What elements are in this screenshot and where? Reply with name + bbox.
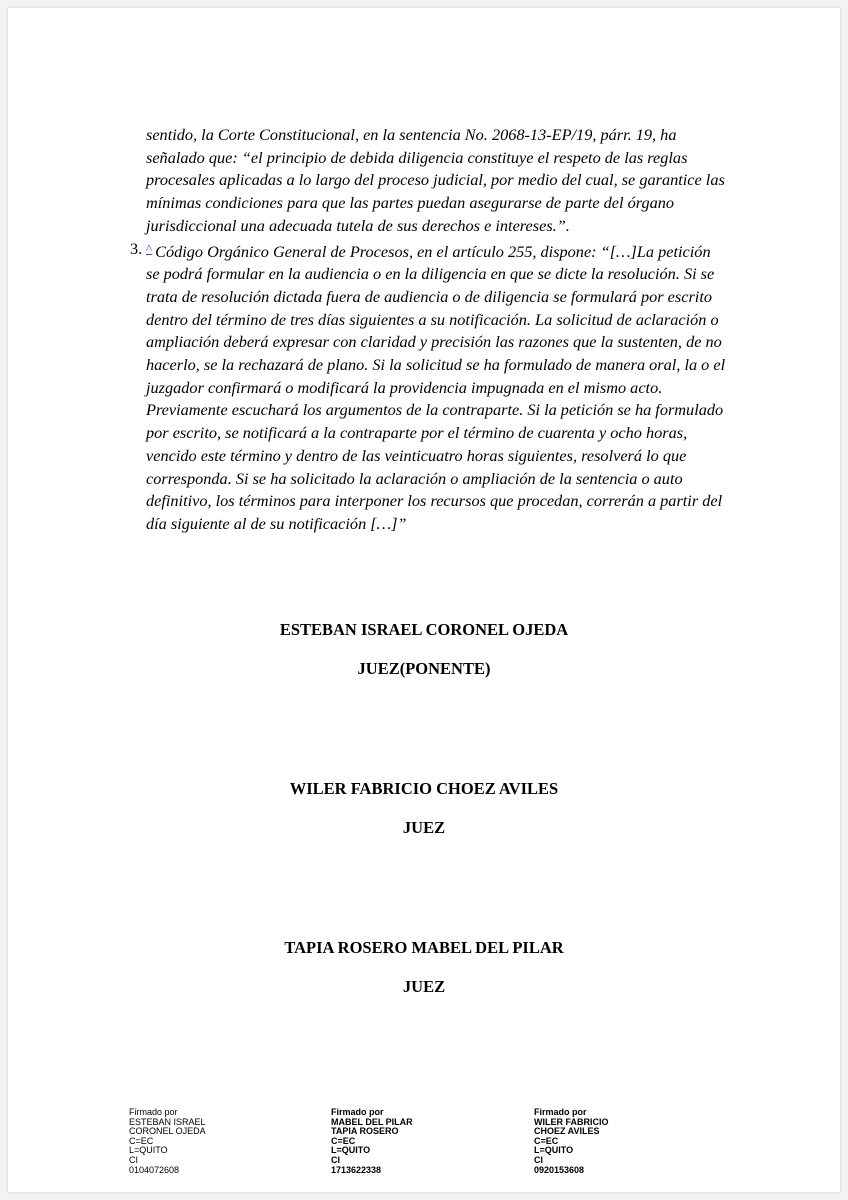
- stamp-country: C=EC: [534, 1135, 559, 1146]
- stamp-id: 0920153608: [534, 1164, 585, 1175]
- stamp-line2: CORONEL OJEDA: [129, 1126, 206, 1137]
- stamp-line2: TAPIA ROSERO: [331, 1126, 399, 1137]
- signer-name-1: ESTEBAN ISRAEL CORONEL OJEDA: [279, 620, 569, 639]
- stamp-locality: L=QUITO: [534, 1145, 574, 1156]
- digital-signature-stamp-1: [129, 1108, 259, 1175]
- stamp-locality: L=QUITO: [129, 1145, 168, 1156]
- stamp-country: C=EC: [129, 1135, 154, 1146]
- digital-signature-stamp-3: [534, 1108, 664, 1175]
- stamp-ci: CI: [129, 1154, 138, 1165]
- digital-signature-stamp-2: [331, 1108, 461, 1175]
- footnote-backlink[interactable]: ^: [146, 240, 153, 256]
- stamp-id: 1713622338: [331, 1164, 382, 1175]
- footnote-3: [130, 238, 726, 536]
- stamp-label: Firmado por: [534, 1107, 587, 1117]
- stamp-label: Firmado por: [331, 1107, 384, 1117]
- stamp-line1: WILER FABRICIO: [534, 1116, 609, 1127]
- signer-role-3: JUEZ: [402, 977, 446, 996]
- stamp-ci: CI: [534, 1154, 543, 1165]
- stamp-country: C=EC: [331, 1135, 356, 1146]
- stamp-line1: ESTEBAN ISRAEL: [129, 1116, 206, 1127]
- footnote-continuation: sentido, la Corte Constitucional, en la sentencia No. 2068-13-EP/19, párr. 19, ha señalado que: “el principio de debida diligencia constituye el respeto de las reglas procesales aplicadas a lo largo del proceso judicial, por medio del cual, se garantice las mínimas condiciones para que las partes puedan asegurarse de parte del órgano jurisdiccional una adecuada tutela de sus derechos e intereses.”.: [146, 125, 725, 235]
- stamp-locality: L=QUITO: [331, 1145, 371, 1156]
- signer-name-3: TAPIA ROSERO MABEL DEL PILAR: [284, 938, 564, 957]
- footnote-number: 3.: [130, 238, 143, 258]
- signer-name-2: WILER FABRICIO CHOEZ AVILES: [289, 779, 559, 798]
- signer-role-1: JUEZ(PONENTE): [357, 659, 491, 678]
- stamp-label: Firmado por: [129, 1107, 178, 1117]
- signer-role-2: JUEZ: [402, 818, 446, 837]
- footnote-text: Código Orgánico General de Procesos, en el artículo 255, dispone: “[…]La petición se podrá formular en la audiencia o en la diligencia en que se dicte la resolución. Si se trata de resolución dictada fuera de audiencia o de diligencia se formulará por escrito dentro del término de tres días siguientes a su notificación. La solicitud de aclaración o ampliación deberá expresar con claridad y precisión las razones que la sustenten, de no hacerlo, se la rechazará de plano. Si la solicitud se ha formulado de manera oral, la o el juzgador confirmará o modificará la providencia impugnada en el mismo acto. Previamente escuchará los argumentos de la contraparte. Si la petición se ha formulado por escrito, se notificará a la contraparte por el término de cuarenta y ocho horas, vencido este término y dentro de las veinticuatro horas siguientes, resolverá lo que corresponda. Si se ha solicitado la aclaración o ampliación de la sentencia o auto definitivo, los términos para interponer los recursos que procedan, correrán a partir del día siguiente al de su notificación […]”: [146, 241, 726, 533]
- stamp-line2: CHOEZ AVILES: [534, 1126, 600, 1137]
- stamp-line1: MABEL DEL PILAR: [331, 1116, 413, 1127]
- stamp-id: 0104072608: [129, 1164, 180, 1175]
- footnotes-section: [130, 124, 726, 536]
- stamp-ci: CI: [331, 1154, 340, 1165]
